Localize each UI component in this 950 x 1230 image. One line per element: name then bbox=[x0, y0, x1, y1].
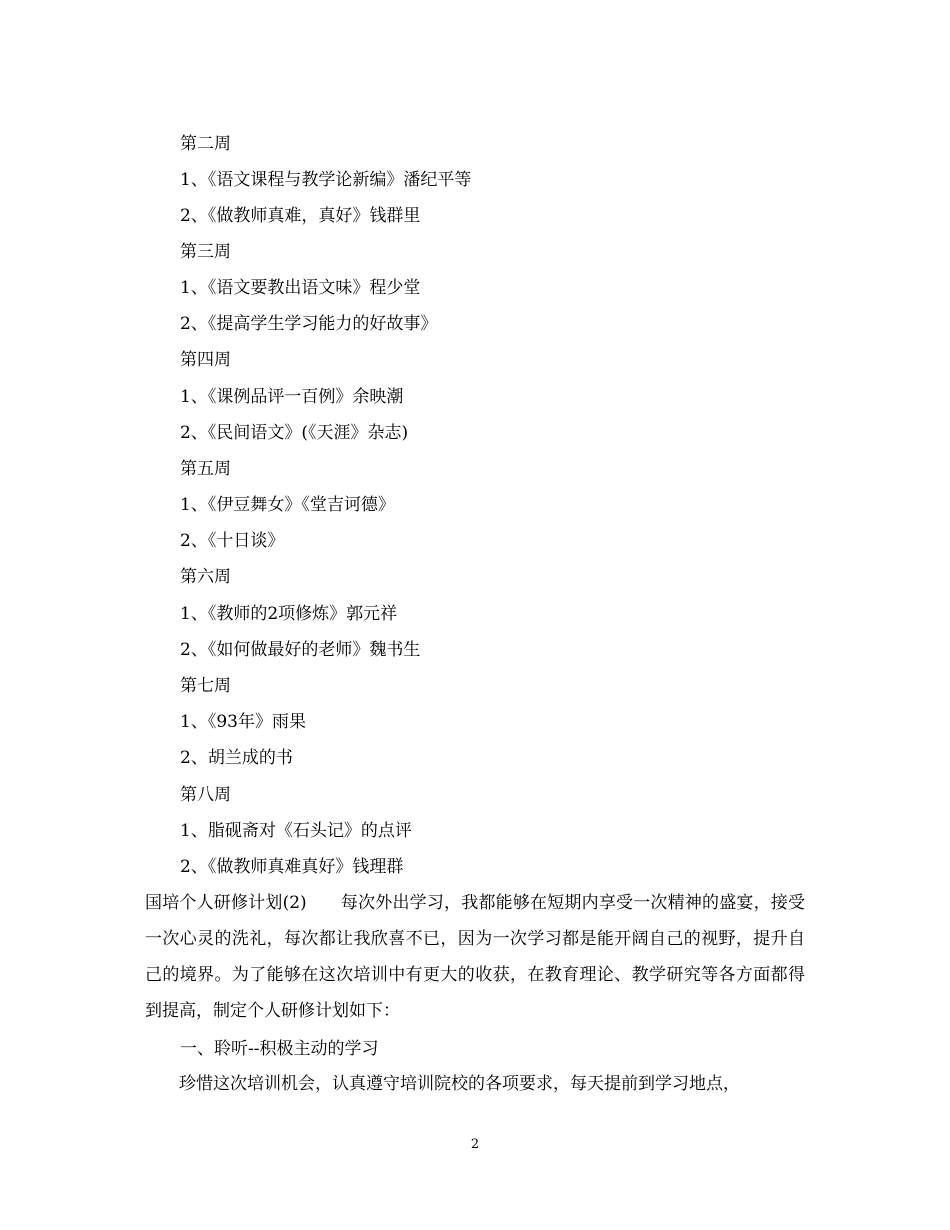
list-item: 1、《课例品评一百例》余映潮 bbox=[180, 387, 404, 407]
list-item: 2、《提高学生学习能力的好故事》 bbox=[180, 314, 438, 334]
list-item: 1、《语文课程与教学论新编》潘纪平等 bbox=[180, 170, 472, 190]
week-heading: 第五周 bbox=[180, 459, 231, 479]
list-item: 2、《做教师真难真好》钱理群 bbox=[180, 857, 404, 877]
week-heading: 第二周 bbox=[180, 134, 231, 154]
week-heading: 第七周 bbox=[180, 676, 231, 696]
list-item: 2、《做教师真难，真好》钱群里 bbox=[180, 206, 421, 226]
page-number: 2 bbox=[470, 1137, 480, 1152]
week-heading: 第三周 bbox=[180, 242, 231, 262]
list-item: 1、《语文要教出语文味》程少堂 bbox=[180, 278, 421, 298]
body-paragraph: 珍惜这次培训机会，认真遵守培训院校的各项要求，每天提前到学习地点， bbox=[179, 1074, 740, 1094]
list-item: 1、《教师的2项修炼》郭元祥 bbox=[180, 604, 398, 624]
list-item: 1、《伊豆舞女》《堂吉诃德》 bbox=[180, 495, 395, 515]
section-heading: 一、聆听--积极主动的学习 bbox=[180, 1039, 379, 1059]
section-intro-paragraph bbox=[145, 885, 805, 1029]
week-heading: 第八周 bbox=[180, 785, 231, 805]
list-item: 1、《93年》雨果 bbox=[180, 712, 306, 732]
list-item: 2、胡兰成的书 bbox=[180, 748, 293, 768]
list-item: 2、《十日谈》 bbox=[180, 531, 285, 551]
list-item: 1、脂砚斋对《石头记》的点评 bbox=[180, 821, 412, 841]
section-title: 国培个人研修计划(2) bbox=[145, 893, 307, 913]
intro-text: 每次外出学习，我都能够在短期内享受一次精神的盛宴，接受一次心灵的洗礼，每次都让我欣喜不已，因为一次学习都是能开阔自己的视野，提升自己的境界。为了能够在这次培训中有更大的收获，在教育理论、教学研究等各方面都得到提高，制定个人研修计划如下： bbox=[145, 893, 805, 1021]
list-item: 2、《民间语文》(《天涯》杂志) bbox=[180, 423, 409, 443]
list-item: 2、《如何做最好的老师》魏书生 bbox=[180, 640, 421, 660]
week-heading: 第四周 bbox=[180, 350, 231, 370]
week-heading: 第六周 bbox=[180, 567, 231, 587]
